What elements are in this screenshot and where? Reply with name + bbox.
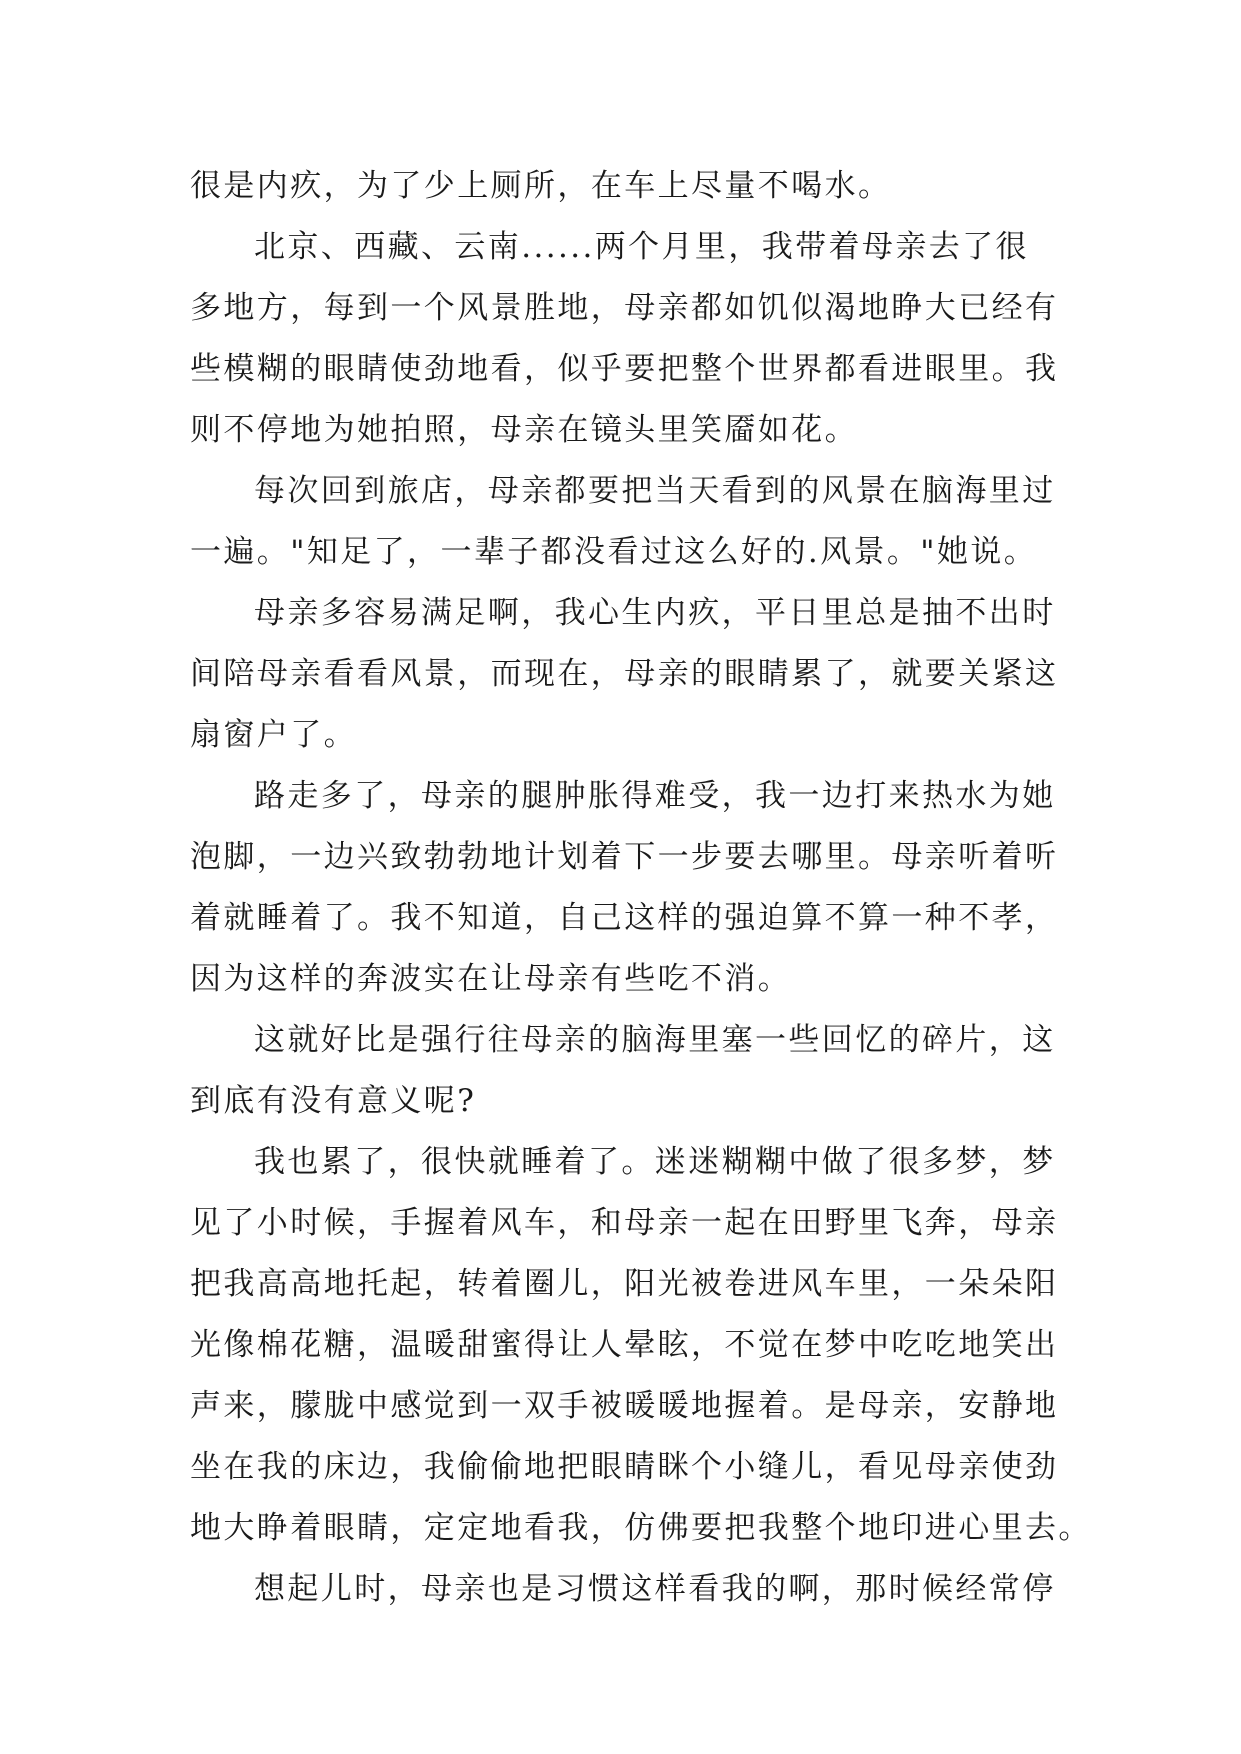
text-line: 想起儿时，母亲也是习惯这样看我的啊，那时候经常停 [254, 1571, 1056, 1607]
text-line: 把我高高地托起，转着圈儿，阳光被卷进风车里，一朵朵阳 [190, 1266, 1059, 1302]
text-line: 多地方，每到一个风景胜地，母亲都如饥似渴地睁大已经有 [190, 290, 1059, 326]
text-line: 扇窗户了。 [190, 717, 357, 753]
text-line: 这就好比是强行往母亲的脑海里塞一些回忆的碎片，这 [254, 1022, 1056, 1058]
text-line: 些模糊的眼睛使劲地看，似乎要把整个世界都看进眼里。我 [190, 351, 1059, 387]
text-line: 着就睡着了。我不知道，自己这样的强迫算不算一种不孝， [190, 900, 1059, 936]
text-line: 每次回到旅店，母亲都要把当天看到的风景在脑海里过 [254, 473, 1056, 509]
text-line: 坐在我的床边，我偷偷地把眼睛眯个小缝儿，看见母亲使劲 [190, 1449, 1059, 1485]
text-line: 母亲多容易满足啊，我心生内疚，平日里总是抽不出时 [254, 595, 1056, 631]
text-line: 地大睁着眼睛，定定地看我，仿佛要把我整个地印进心里去。 [190, 1510, 1092, 1546]
text-line: 我也累了，很快就睡着了。迷迷糊糊中做了很多梦，梦 [254, 1144, 1056, 1180]
body-text [190, 156, 1092, 1620]
text-line: 一遍。"知足了，一辈子都没看过这么好的.风景。"她说。 [190, 534, 1038, 570]
text-line: 间陪母亲看看风景，而现在，母亲的眼睛累了，就要关紧这 [190, 656, 1059, 692]
text-line: 声来，朦胧中感觉到一双手被暖暖地握着。是母亲，安静地 [190, 1388, 1059, 1424]
text-line: 则不停地为她拍照，母亲在镜头里笑靥如花。 [190, 412, 858, 448]
text-line: 北京、西藏、云南......两个月里，我带着母亲去了很 [254, 229, 1029, 265]
text-line: 见了小时候，手握着风车，和母亲一起在田野里飞奔，母亲 [190, 1205, 1059, 1241]
text-line: 光像棉花糖，温暖甜蜜得让人晕眩，不觉在梦中吃吃地笑出 [190, 1327, 1059, 1363]
text-line: 泡脚，一边兴致勃勃地计划着下一步要去哪里。母亲听着听 [190, 839, 1059, 875]
text-line: 因为这样的奔波实在让母亲有些吃不消。 [190, 961, 792, 997]
text-line: 到底有没有意义呢? [190, 1083, 477, 1119]
text-line: 路走多了，母亲的腿肿胀得难受，我一边打来热水为她 [254, 778, 1056, 814]
text-line: 很是内疚，为了少上厕所，在车上尽量不喝水。 [190, 168, 892, 204]
